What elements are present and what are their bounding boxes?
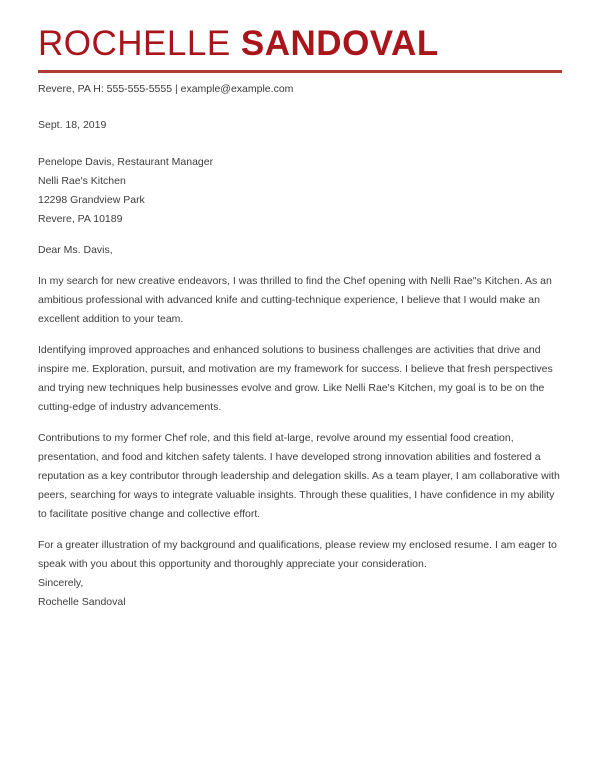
body-paragraph: Identifying improved approaches and enhanced solutions to business challenges are activities that drive and inspire me. Exploration, pursuit, and motivation are my framework for success. I believe that fresh perspectives and trying new techniques help businesses evolve and grow. Like Nelli Rae's Kitchen, my goal is to be on the cutting-edge of industry advancements. [38, 344, 553, 413]
recipient-line: Penelope Davis, Restaurant Manager [38, 156, 214, 168]
date-line: Sept. 18, 2019 [38, 119, 107, 131]
name-space [231, 24, 241, 63]
closing: Sincerely, [38, 577, 84, 589]
closing-block [38, 574, 562, 612]
letter-body [38, 116, 562, 612]
recipient-line: 12298 Grandview Park [38, 194, 145, 206]
name-heading [38, 24, 562, 64]
header-divider-rule [38, 70, 562, 73]
contact-line: Revere, PA H: 555-555-5555 | example@example.com [38, 83, 294, 95]
last-name: SANDOVAL [240, 24, 439, 63]
recipient-block [38, 153, 562, 229]
salutation: Dear Ms. Davis, [38, 244, 113, 256]
body-paragraph: Contributions to my former Chef role, and this field at-large, revolve around my essential food creation, presentation, and food and kitchen safety talents. I have developed strong innovation abilities and fostered a reputation as a key contributor through leadership and delegation skills. As a team player, I am collaborative with peers, searching for ways to integrate valuable insights. Through these qualities, I have confidence in my ability to facilitate positive change and collective effort. [38, 432, 560, 520]
recipient-line: Revere, PA 10189 [38, 213, 123, 225]
first-name: ROCHELLE [38, 24, 231, 63]
recipient-line: Nelli Rae's Kitchen [38, 175, 126, 187]
letter-header [38, 24, 562, 96]
body-paragraph: In my search for new creative endeavors, I was thrilled to find the Chef opening with Nelli Rae"s Kitchen. As an ambitious professional with advanced knife and cutting-technique experience, I believe that I would make an excellent addition to your team. [38, 275, 552, 325]
signature: Rochelle Sandoval [38, 596, 126, 608]
body-paragraph: For a greater illustration of my background and qualifications, please review my enclosed resume. I am eager to speak with you about this opportunity and thoroughly appreciate your consideration. [38, 539, 557, 570]
page-content [38, 24, 562, 612]
